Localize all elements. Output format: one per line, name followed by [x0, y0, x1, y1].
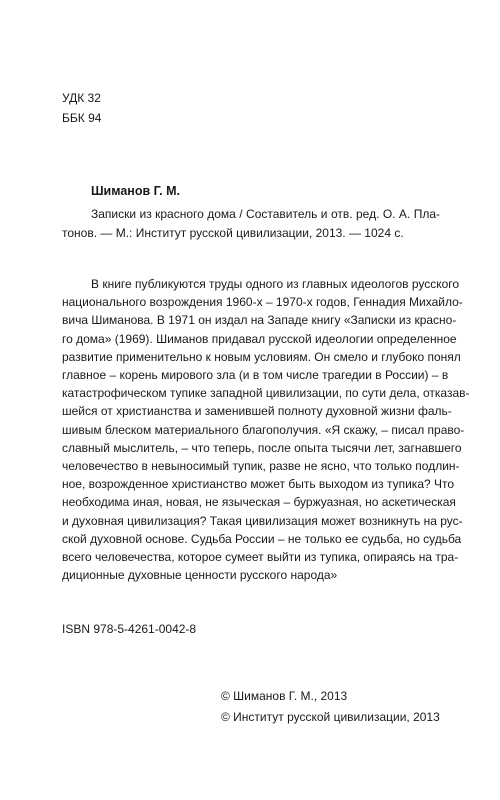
classification-codes	[62, 88, 101, 128]
isbn-number: ISBN 978-5-4261-0042-8	[62, 622, 197, 636]
abstract-line: диционные духовные ценности русского народа»	[62, 568, 338, 583]
abstract-line: всего человечества, которое сумеет выйти из тупика, опираясь на тра-	[62, 550, 459, 565]
bibliographic-record	[62, 205, 440, 242]
abstract-line: славный мыслитель, – что теперь, после опыта тысячи лет, загнавшего	[62, 440, 462, 455]
abstract-line: го дома» (1969). Шиманов придавал русской идеологии определенное	[62, 331, 457, 346]
bibliographic-line: тонов. — М.: Институт русской цивилизации, 2013. — 1024 с.	[62, 225, 404, 240]
bbk-code: ББК 94	[62, 111, 102, 125]
bibliographic-line: Записки из красного дома / Составитель и отв. ред. О. А. Пла-	[91, 207, 440, 221]
abstract-line: В книге публикуются труды одного из главных идеологов русского	[91, 277, 460, 291]
copyright-notices	[221, 686, 440, 728]
copyright-publisher: © Институт русской цивилизации, 2013	[221, 710, 440, 724]
abstract-line: человечество в невыносимый тупик, разве не ясно, что только подлин-	[62, 459, 460, 474]
abstract-line: национального возрождения 1960-х – 1970-х годов, Геннадия Михайло-	[62, 295, 463, 310]
abstract-line: главное – корень мирового зла (и в том числе трагедии в России) – в	[62, 368, 449, 383]
udk-code: УДК 32	[62, 91, 101, 105]
abstract-line: шивым блеском материального благополучия. «Я скажу, – писал право-	[62, 422, 465, 437]
abstract-line: ное, возрожденное христианство может быть выходом из тупика? Что	[62, 477, 455, 492]
abstract-line: вича Шиманова. В 1971 он издал на Западе книгу «Записки из красно-	[62, 313, 457, 328]
abstract-line: шейся от христианства и заменившей полноту духовной жизни фаль-	[62, 404, 452, 419]
copyright-author: © Шиманов Г. М., 2013	[221, 689, 348, 703]
abstract-line: ской духовной основе. Судьба России – не только ее судьба, но судьба	[62, 531, 462, 546]
abstract-line: и духовная цивилизация? Такая цивилизация может возникнуть на рус-	[62, 513, 463, 528]
abstract-paragraph	[62, 275, 470, 584]
author-name: Шиманов Г. М.	[91, 184, 180, 198]
abstract-line: необходима иная, новая, не языческая – буржуазная, но аскетическая	[62, 495, 456, 510]
abstract-line: катастрофическом тупике западной цивилизации, по сути дела, отказав-	[62, 386, 470, 401]
abstract-line: развитие применительно к новым условиям. Он смело и глубоко понял	[62, 349, 461, 364]
